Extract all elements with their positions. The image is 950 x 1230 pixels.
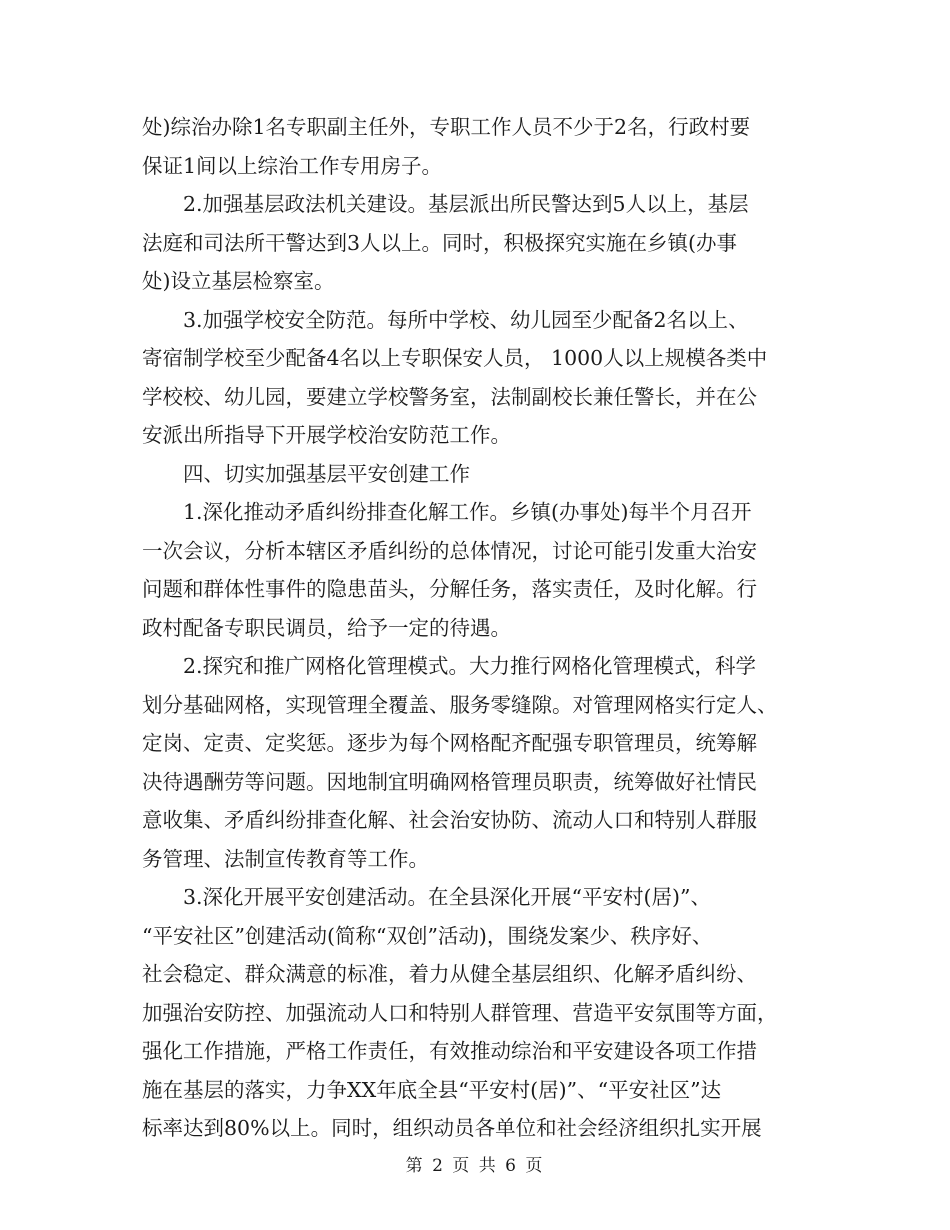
text-line: 法庭和司法所干警达到3人以上。同时，积极探究实施在乡镇(办事 [142, 230, 738, 255]
text-line: 强化工作措施，严格工作责任，有效推动综治和平安建设各项工作措 [142, 1039, 757, 1063]
text-line: 1.深化推动矛盾纠纷排查化解工作。乡镇(办事处)每半个月召开 [183, 500, 752, 524]
document-body [142, 108, 814, 1148]
section-heading: 四、切实加强基层平安创建工作 [183, 461, 470, 486]
text-line: 2.加强基层政法机关建设。基层派出所民警达到5人以上，基层 [183, 192, 749, 216]
text-line: 定岗、定责、定奖惩。逐步为每个网格配齐配强专职管理员，统筹解 [142, 731, 757, 755]
text-line: 划分基础网格，实现管理全覆盖、服务零缝隙。对管理网格实行定人、 [142, 692, 778, 717]
text-line: 标率达到80%以上。同时，组织动员各单位和社会经济组织扎实开展 [142, 1116, 762, 1140]
text-line: 处)设立基层检察室。 [142, 269, 335, 293]
text-line: 施在基层的落实，力争XX年底全县“平安村(居)”、“平安社区”达 [142, 1077, 722, 1102]
text-line: 学校校、幼儿园，要建立学校警务室，法制副校长兼任警长，并在公 [142, 384, 757, 409]
text-line: 一次会议，分析本辖区矛盾纠纷的总体情况，讨论可能引发重大治安 [142, 538, 757, 563]
text-line: 决待遇酬劳等问题。因地制宜明确网格管理员职责，统筹做好社情民 [142, 769, 757, 794]
text-line: 保证1间以上综治工作专用房子。 [142, 153, 443, 178]
text-line: 问题和群体性事件的隐患苗头，分解任务，落实责任，及时化解。行 [142, 577, 757, 601]
text-line: 3.深化开展平安创建活动。在全县深化开展“平安村(居)”、 [183, 885, 712, 909]
text-line: 安派出所指导下开展学校治安防范工作。 [142, 423, 511, 447]
text-line: “平安社区”创建活动(简称“双创”活动)，围绕发案少、秩序好、 [142, 923, 713, 948]
page-number-footer: 第 2 页 共 6 页 [405, 1156, 545, 1176]
text-line: 处)综治办除1名专职副主任外，专职工作人员不少于2名，行政村要 [142, 115, 751, 139]
text-line: 社会稳定、群众满意的标准，着力从健全基层组织、化解矛盾纠纷、 [142, 962, 757, 986]
text-line: 寄宿制学校至少配备4名以上专职保安人员， 1000人以上规模各类中 [142, 346, 768, 370]
text-line: 政村配备专职民调员，给予一定的待遇。 [142, 615, 511, 640]
text-line: 3.加强学校安全防范。每所中学校、幼儿园至少配备2名以上、 [183, 307, 749, 332]
text-line: 务管理、法制宣传教育等工作。 [142, 846, 429, 871]
text-line: 加强治安防控、加强流动人口和特别人群管理、营造平安氛围等方面， [142, 1000, 778, 1025]
text-line: 2.探究和推广网格化管理模式。大力推行网格化管理模式，科学 [183, 654, 757, 678]
text-line: 意收集、矛盾纠纷排查化解、社会治安协防、流动人口和特别人群服 [142, 808, 757, 832]
